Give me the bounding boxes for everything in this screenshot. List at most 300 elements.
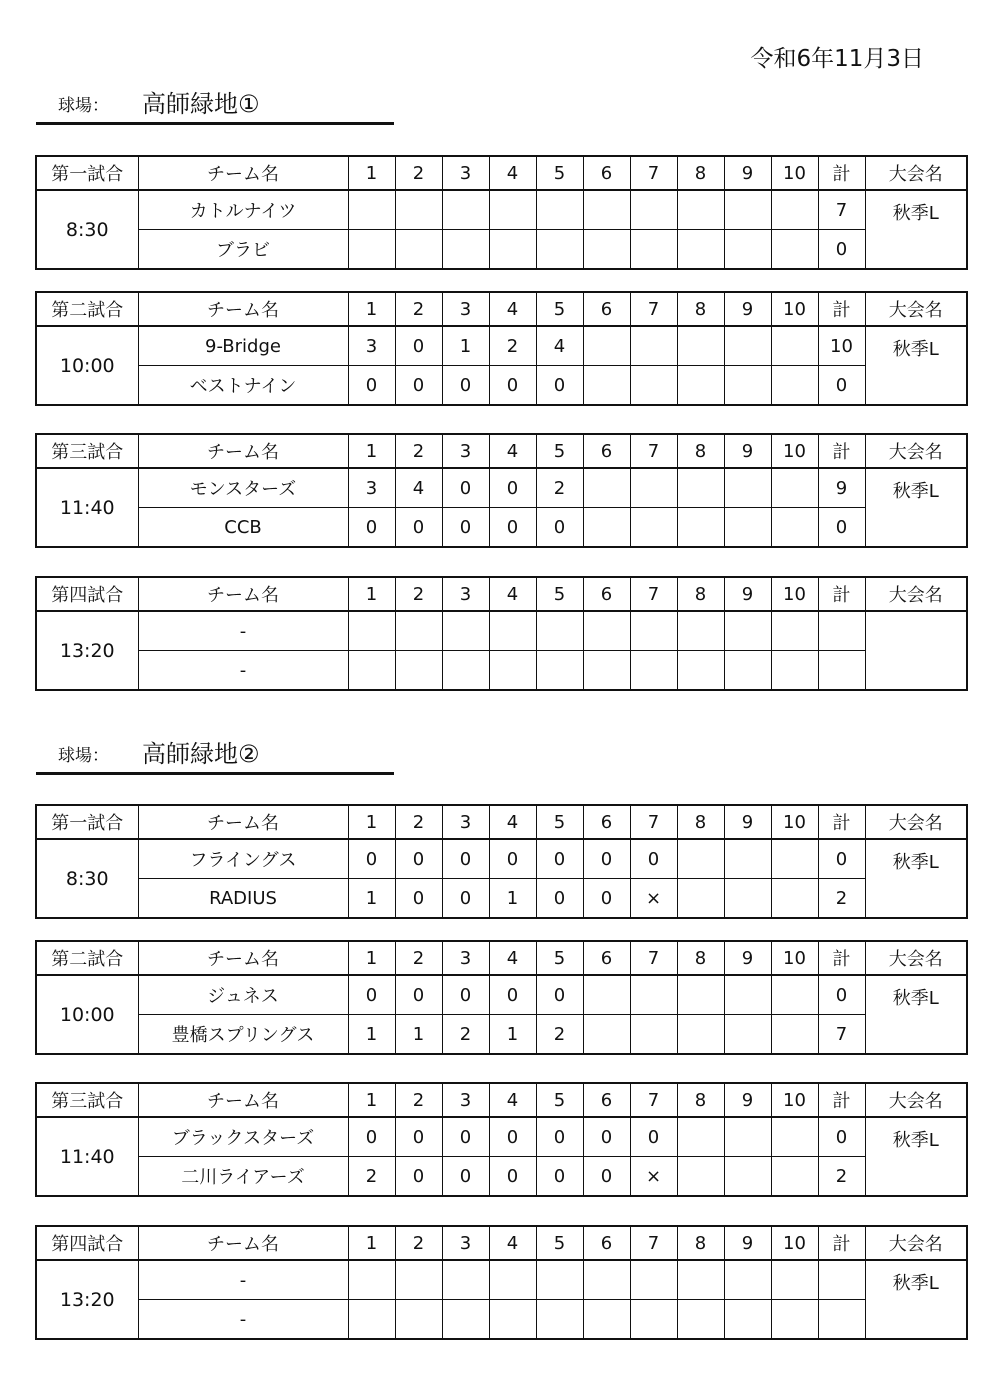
- inning-header: 5: [536, 156, 583, 190]
- inning-header: 7: [630, 577, 677, 611]
- field-header: [36, 78, 394, 125]
- team-row: [36, 1260, 967, 1300]
- total-column-header: 計: [818, 941, 865, 975]
- inning-score: [771, 366, 818, 406]
- inning-score: 0: [489, 468, 536, 508]
- total-column-header: 計: [818, 577, 865, 611]
- inning-score: 0: [395, 366, 442, 406]
- inning-score: [677, 366, 724, 406]
- inning-header: 1: [348, 941, 395, 975]
- inning-score: 3: [348, 468, 395, 508]
- inning-header: 9: [724, 292, 771, 326]
- inning-header: 5: [536, 1083, 583, 1117]
- inning-score: [771, 1300, 818, 1340]
- inning-score: [630, 1300, 677, 1340]
- game-number-label: 第二試合: [36, 941, 138, 975]
- game-table: [35, 804, 968, 919]
- inning-score: 0: [442, 468, 489, 508]
- inning-score: 0: [442, 366, 489, 406]
- inning-score: [536, 1260, 583, 1300]
- inning-header: 5: [536, 577, 583, 611]
- inning-score: 0: [536, 1117, 583, 1157]
- inning-score: 0: [395, 879, 442, 919]
- field-name: 高師緑地①: [142, 90, 260, 118]
- inning-score: 0: [442, 508, 489, 548]
- inning-score: [442, 230, 489, 270]
- inning-header: 3: [442, 805, 489, 839]
- competition-name: 秋季L: [865, 326, 967, 405]
- inning-score: 1: [348, 879, 395, 919]
- inning-score: [724, 839, 771, 879]
- inning-score: [630, 326, 677, 366]
- inning-score: [771, 1260, 818, 1300]
- inning-score: 0: [442, 1157, 489, 1197]
- inning-header: 2: [395, 156, 442, 190]
- inning-score: [771, 879, 818, 919]
- inning-score: [442, 651, 489, 691]
- inning-header: 6: [583, 805, 630, 839]
- header-row: [36, 1226, 967, 1260]
- inning-score: [677, 230, 724, 270]
- competition-column-header: 大会名: [865, 577, 967, 611]
- inning-score: [583, 975, 630, 1015]
- game-number-label: 第一試合: [36, 156, 138, 190]
- competition-column-header: 大会名: [865, 1226, 967, 1260]
- inning-header: 9: [724, 577, 771, 611]
- competition-column-header: 大会名: [865, 805, 967, 839]
- total-score: [818, 1260, 865, 1300]
- inning-score: 2: [348, 1157, 395, 1197]
- inning-score: [771, 468, 818, 508]
- game-table: [35, 155, 968, 270]
- inning-score: [677, 326, 724, 366]
- inning-score: [395, 230, 442, 270]
- game-number-label: 第四試合: [36, 1226, 138, 1260]
- inning-header: 9: [724, 1226, 771, 1260]
- inning-score: 0: [630, 839, 677, 879]
- inning-header: 1: [348, 434, 395, 468]
- competition-name: 秋季L: [865, 1117, 967, 1196]
- inning-score: 0: [583, 1117, 630, 1157]
- team-column-header: チーム名: [138, 577, 348, 611]
- inning-header: 4: [489, 156, 536, 190]
- inning-score: 4: [395, 468, 442, 508]
- team-row: [36, 975, 967, 1015]
- team-row: [36, 190, 967, 230]
- inning-score: [348, 611, 395, 651]
- inning-score: 1: [348, 1015, 395, 1055]
- inning-score: [536, 190, 583, 230]
- inning-score: [442, 1300, 489, 1340]
- header-row: [36, 434, 967, 468]
- inning-score: [677, 839, 724, 879]
- inning-header: 10: [771, 941, 818, 975]
- team-row: [36, 366, 967, 406]
- inning-score: [724, 1117, 771, 1157]
- inning-score: [536, 1300, 583, 1340]
- competition-name: [865, 611, 967, 690]
- inning-score: 0: [630, 1117, 677, 1157]
- inning-score: 0: [395, 975, 442, 1015]
- inning-score: [771, 508, 818, 548]
- inning-score: 0: [442, 975, 489, 1015]
- inning-score: 1: [395, 1015, 442, 1055]
- game-table: [35, 940, 968, 1055]
- header-row: [36, 292, 967, 326]
- total-score: 0: [818, 1117, 865, 1157]
- inning-score: [771, 230, 818, 270]
- game-table: [35, 576, 968, 691]
- inning-score: [677, 611, 724, 651]
- inning-header: 7: [630, 941, 677, 975]
- inning-header: 5: [536, 941, 583, 975]
- total-score: [818, 651, 865, 691]
- team-row: [36, 611, 967, 651]
- team-name: -: [138, 1260, 348, 1300]
- inning-score: [677, 1260, 724, 1300]
- inning-score: 0: [348, 508, 395, 548]
- inning-score: [677, 1015, 724, 1055]
- inning-header: 10: [771, 434, 818, 468]
- inning-header: 3: [442, 941, 489, 975]
- team-row: [36, 1300, 967, 1340]
- inning-score: [724, 326, 771, 366]
- inning-score: [724, 508, 771, 548]
- team-row: [36, 1157, 967, 1197]
- inning-score: [724, 1260, 771, 1300]
- team-column-header: チーム名: [138, 805, 348, 839]
- inning-score: 0: [348, 839, 395, 879]
- competition-column-header: 大会名: [865, 941, 967, 975]
- inning-score: [583, 1015, 630, 1055]
- game-time: 11:40: [36, 468, 138, 547]
- inning-score: [677, 651, 724, 691]
- inning-score: [724, 1300, 771, 1340]
- inning-score: [724, 975, 771, 1015]
- inning-score: 0: [442, 839, 489, 879]
- inning-score: [630, 1260, 677, 1300]
- inning-score: [395, 190, 442, 230]
- inning-header: 7: [630, 292, 677, 326]
- inning-header: 7: [630, 156, 677, 190]
- game-table: [35, 433, 968, 548]
- inning-header: 1: [348, 577, 395, 611]
- inning-header: 3: [442, 1083, 489, 1117]
- team-row: [36, 651, 967, 691]
- team-row: [36, 326, 967, 366]
- game-number-label: 第二試合: [36, 292, 138, 326]
- team-row: [36, 839, 967, 879]
- field-header: [36, 728, 394, 775]
- team-name: ジュネス: [138, 975, 348, 1015]
- game-time: 8:30: [36, 839, 138, 918]
- inning-header: 6: [583, 1083, 630, 1117]
- inning-header: 6: [583, 941, 630, 975]
- team-name: 二川ライアーズ: [138, 1157, 348, 1197]
- total-score: 9: [818, 468, 865, 508]
- inning-score: [724, 1157, 771, 1197]
- inning-score: [442, 1260, 489, 1300]
- inning-header: 5: [536, 434, 583, 468]
- game-number-label: 第三試合: [36, 434, 138, 468]
- inning-score: [771, 190, 818, 230]
- inning-score: [348, 230, 395, 270]
- inning-header: 9: [724, 1083, 771, 1117]
- game-number-label: 第一試合: [36, 805, 138, 839]
- inning-header: 3: [442, 1226, 489, 1260]
- inning-header: 4: [489, 941, 536, 975]
- team-name: ブラックスターズ: [138, 1117, 348, 1157]
- game-time: 8:30: [36, 190, 138, 269]
- inning-score: 0: [348, 1117, 395, 1157]
- inning-header: 1: [348, 292, 395, 326]
- inning-header: 5: [536, 805, 583, 839]
- inning-header: 10: [771, 292, 818, 326]
- total-score: 0: [818, 366, 865, 406]
- inning-score: [771, 611, 818, 651]
- inning-score: 0: [348, 975, 395, 1015]
- total-score: [818, 611, 865, 651]
- team-column-header: チーム名: [138, 941, 348, 975]
- inning-score: [677, 1117, 724, 1157]
- inning-score: [536, 611, 583, 651]
- inning-header: 6: [583, 292, 630, 326]
- inning-score: [724, 468, 771, 508]
- inning-header: 9: [724, 805, 771, 839]
- inning-score: [583, 468, 630, 508]
- total-column-header: 計: [818, 1226, 865, 1260]
- team-name: -: [138, 611, 348, 651]
- inning-score: 0: [536, 1157, 583, 1197]
- inning-score: 2: [536, 1015, 583, 1055]
- inning-score: [583, 611, 630, 651]
- header-row: [36, 577, 967, 611]
- inning-header: 7: [630, 1226, 677, 1260]
- inning-score: 0: [583, 1157, 630, 1197]
- total-column-header: 計: [818, 292, 865, 326]
- inning-header: 4: [489, 577, 536, 611]
- team-name: -: [138, 1300, 348, 1340]
- inning-score: 0: [583, 839, 630, 879]
- inning-score: [724, 1015, 771, 1055]
- inning-header: 7: [630, 805, 677, 839]
- inning-header: 1: [348, 805, 395, 839]
- inning-header: 10: [771, 1083, 818, 1117]
- competition-name: 秋季L: [865, 190, 967, 269]
- inning-score: [630, 230, 677, 270]
- competition-name: 秋季L: [865, 839, 967, 918]
- inning-score: 0: [536, 366, 583, 406]
- inning-header: 9: [724, 434, 771, 468]
- inning-header: 2: [395, 1226, 442, 1260]
- inning-header: 3: [442, 292, 489, 326]
- inning-score: [442, 611, 489, 651]
- inning-score: [630, 366, 677, 406]
- inning-header: 4: [489, 1226, 536, 1260]
- game-table: [35, 1082, 968, 1197]
- inning-score: [442, 190, 489, 230]
- inning-score: [536, 651, 583, 691]
- inning-score: 0: [489, 839, 536, 879]
- total-score: 7: [818, 190, 865, 230]
- inning-score: [630, 190, 677, 230]
- inning-header: 9: [724, 156, 771, 190]
- inning-header: 2: [395, 577, 442, 611]
- total-score: 0: [818, 508, 865, 548]
- team-name: 豊橋スプリングス: [138, 1015, 348, 1055]
- header-row: [36, 1083, 967, 1117]
- game-number-label: 第四試合: [36, 577, 138, 611]
- inning-header: 8: [677, 805, 724, 839]
- inning-score: [771, 1015, 818, 1055]
- inning-score: [677, 468, 724, 508]
- inning-score: [677, 1157, 724, 1197]
- inning-score: [677, 1300, 724, 1340]
- inning-score: 0: [489, 975, 536, 1015]
- competition-name: 秋季L: [865, 975, 967, 1054]
- team-column-header: チーム名: [138, 434, 348, 468]
- inning-score: [348, 1260, 395, 1300]
- inning-score: 0: [395, 326, 442, 366]
- total-score: 7: [818, 1015, 865, 1055]
- inning-score: [630, 975, 677, 1015]
- inning-score: [771, 326, 818, 366]
- inning-score: [724, 879, 771, 919]
- inning-score: 1: [489, 879, 536, 919]
- game-time: 13:20: [36, 1260, 138, 1339]
- inning-score: 1: [442, 326, 489, 366]
- competition-name: 秋季L: [865, 468, 967, 547]
- inning-score: [583, 230, 630, 270]
- inning-header: 10: [771, 1226, 818, 1260]
- competition-column-header: 大会名: [865, 1083, 967, 1117]
- total-score: 10: [818, 326, 865, 366]
- inning-score: [724, 366, 771, 406]
- inning-score: 4: [536, 326, 583, 366]
- inning-header: 7: [630, 1083, 677, 1117]
- team-row: [36, 1117, 967, 1157]
- document-date: 令和6年11月3日: [750, 46, 924, 72]
- inning-score: 1: [489, 1015, 536, 1055]
- inning-header: 8: [677, 1226, 724, 1260]
- inning-score: [395, 1260, 442, 1300]
- inning-score: [489, 611, 536, 651]
- inning-score: [677, 190, 724, 230]
- inning-header: 6: [583, 577, 630, 611]
- inning-header: 10: [771, 805, 818, 839]
- inning-score: [724, 190, 771, 230]
- inning-header: 2: [395, 941, 442, 975]
- team-name: -: [138, 651, 348, 691]
- inning-score: [583, 326, 630, 366]
- total-score: 0: [818, 839, 865, 879]
- inning-header: 3: [442, 434, 489, 468]
- total-score: 2: [818, 1157, 865, 1197]
- inning-score: [489, 1260, 536, 1300]
- inning-score: [583, 651, 630, 691]
- team-name: ブラビ: [138, 230, 348, 270]
- inning-score: 2: [536, 468, 583, 508]
- team-row: [36, 879, 967, 919]
- team-name: 9-Bridge: [138, 326, 348, 366]
- inning-score: 0: [583, 879, 630, 919]
- inning-header: 2: [395, 1083, 442, 1117]
- inning-header: 4: [489, 1083, 536, 1117]
- header-row: [36, 156, 967, 190]
- inning-score: [771, 1157, 818, 1197]
- inning-header: 3: [442, 577, 489, 611]
- inning-score: 0: [395, 1157, 442, 1197]
- field-label: 球場：: [58, 746, 109, 766]
- team-row: [36, 508, 967, 548]
- team-name: RADIUS: [138, 879, 348, 919]
- inning-score: 0: [489, 508, 536, 548]
- inning-score: [630, 508, 677, 548]
- inning-score: [771, 1117, 818, 1157]
- inning-header: 10: [771, 156, 818, 190]
- team-column-header: チーム名: [138, 156, 348, 190]
- competition-column-header: 大会名: [865, 434, 967, 468]
- competition-column-header: 大会名: [865, 156, 967, 190]
- inning-header: 4: [489, 434, 536, 468]
- inning-score: 0: [536, 975, 583, 1015]
- team-name: カトルナイツ: [138, 190, 348, 230]
- inning-header: 4: [489, 292, 536, 326]
- inning-header: 8: [677, 156, 724, 190]
- game-time: 13:20: [36, 611, 138, 690]
- inning-score: [630, 468, 677, 508]
- inning-score: [489, 1300, 536, 1340]
- inning-score: [536, 230, 583, 270]
- game-time: 10:00: [36, 326, 138, 405]
- inning-score: [489, 651, 536, 691]
- inning-score: 0: [489, 1157, 536, 1197]
- inning-score: [583, 508, 630, 548]
- inning-header: 7: [630, 434, 677, 468]
- inning-header: 3: [442, 156, 489, 190]
- inning-score: [677, 508, 724, 548]
- inning-header: 2: [395, 805, 442, 839]
- inning-score: ×: [630, 879, 677, 919]
- field-label: 球場：: [58, 96, 109, 116]
- total-column-header: 計: [818, 434, 865, 468]
- inning-header: 5: [536, 292, 583, 326]
- total-column-header: 計: [818, 1083, 865, 1117]
- team-row: [36, 1015, 967, 1055]
- inning-score: [630, 1015, 677, 1055]
- inning-header: 4: [489, 805, 536, 839]
- team-column-header: チーム名: [138, 1226, 348, 1260]
- inning-score: [771, 651, 818, 691]
- inning-header: 10: [771, 577, 818, 611]
- total-score: 0: [818, 230, 865, 270]
- inning-header: 9: [724, 941, 771, 975]
- inning-header: 2: [395, 434, 442, 468]
- inning-header: 1: [348, 156, 395, 190]
- inning-header: 6: [583, 1226, 630, 1260]
- inning-score: [583, 190, 630, 230]
- inning-score: 0: [442, 879, 489, 919]
- team-name: モンスターズ: [138, 468, 348, 508]
- inning-score: 0: [536, 508, 583, 548]
- inning-score: ×: [630, 1157, 677, 1197]
- inning-score: [583, 1260, 630, 1300]
- inning-score: [630, 651, 677, 691]
- inning-score: [583, 366, 630, 406]
- inning-score: 0: [395, 1117, 442, 1157]
- inning-score: 0: [489, 366, 536, 406]
- inning-score: [348, 1300, 395, 1340]
